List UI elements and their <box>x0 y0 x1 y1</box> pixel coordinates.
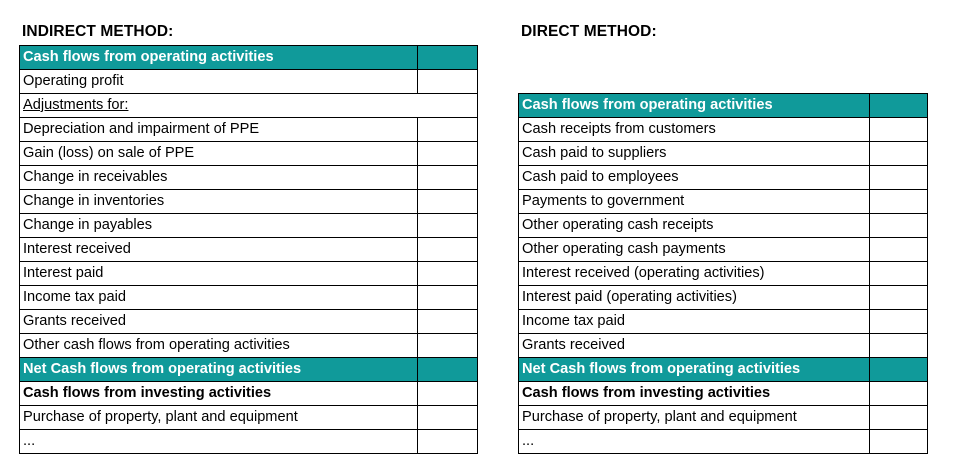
indirect-row-value-cell <box>418 190 478 214</box>
indirect-row-value-cell <box>418 70 478 94</box>
table-row <box>20 430 478 454</box>
direct-row-value-cell <box>870 310 928 334</box>
table-row <box>519 214 928 238</box>
indirect-row-value-cell <box>418 430 478 454</box>
table-row <box>519 118 928 142</box>
direct-row-label: Net Cash flows from operating activities <box>519 358 870 382</box>
table-row <box>519 310 928 334</box>
table-row <box>20 382 478 406</box>
table-row <box>20 46 478 70</box>
table-row <box>20 94 478 118</box>
direct-row-label: Interest received (operating activities) <box>519 262 870 286</box>
table-row <box>519 430 928 454</box>
indirect-row-label: Net Cash flows from operating activities <box>20 358 418 382</box>
direct-row-value-cell <box>870 382 928 406</box>
indirect-row-value-cell <box>418 334 478 358</box>
direct-row-value-cell <box>870 430 928 454</box>
table-row <box>20 334 478 358</box>
table-row <box>20 238 478 262</box>
indirect-row-label: Purchase of property, plant and equipment <box>20 406 418 430</box>
direct-row-value-cell <box>870 406 928 430</box>
direct-row-label: Income tax paid <box>519 310 870 334</box>
table-row <box>20 190 478 214</box>
direct-row-label: Purchase of property, plant and equipment <box>519 406 870 430</box>
indirect-row-label: Interest received <box>20 238 418 262</box>
table-row <box>519 94 928 118</box>
direct-row-value-cell <box>870 286 928 310</box>
indirect-row-label: Change in payables <box>20 214 418 238</box>
indirect-row-label: Grants received <box>20 310 418 334</box>
direct-row-label: Cash paid to employees <box>519 166 870 190</box>
indirect-row-value-cell <box>418 358 478 382</box>
table-row <box>20 166 478 190</box>
indirect-row-label: Other cash flows from operating activities <box>20 334 418 358</box>
table-row <box>519 334 928 358</box>
indirect-row-label: ... <box>20 430 418 454</box>
direct-row-value-cell <box>870 94 928 118</box>
indirect-row-value-cell <box>418 262 478 286</box>
indirect-row-value-cell <box>418 166 478 190</box>
indirect-row-label: Gain (loss) on sale of PPE <box>20 142 418 166</box>
direct-row-value-cell <box>870 334 928 358</box>
table-row <box>20 286 478 310</box>
direct-row-label: Cash receipts from customers <box>519 118 870 142</box>
direct-row-label: Cash flows from investing activities <box>519 382 870 406</box>
table-row <box>519 190 928 214</box>
indirect-row-value-cell <box>418 46 478 70</box>
table-row <box>519 166 928 190</box>
table-row <box>20 142 478 166</box>
direct-row-value-cell <box>870 118 928 142</box>
indirect-row-label: Adjustments for: <box>20 94 478 118</box>
table-row <box>20 214 478 238</box>
indirect-row-label: Interest paid <box>20 262 418 286</box>
table-row <box>519 286 928 310</box>
indirect-row-label: Change in inventories <box>20 190 418 214</box>
direct-row-label: Other operating cash payments <box>519 238 870 262</box>
indirect-row-label: Cash flows from investing activities <box>20 382 418 406</box>
direct-row-label: Interest paid (operating activities) <box>519 286 870 310</box>
indirect-row-label: Depreciation and impairment of PPE <box>20 118 418 142</box>
direct-row-label: Grants received <box>519 334 870 358</box>
direct-row-value-cell <box>870 214 928 238</box>
indirect-row-value-cell <box>418 382 478 406</box>
direct-row-value-cell <box>870 166 928 190</box>
table-row <box>519 382 928 406</box>
table-row <box>20 70 478 94</box>
indirect-row-value-cell <box>418 142 478 166</box>
table-row <box>20 406 478 430</box>
direct-row-label: Cash paid to suppliers <box>519 142 870 166</box>
direct-row-label: ... <box>519 430 870 454</box>
indirect-method-table <box>19 45 478 454</box>
direct-method-table <box>518 93 928 454</box>
direct-row-value-cell <box>870 262 928 286</box>
direct-row-value-cell <box>870 190 928 214</box>
direct-row-value-cell <box>870 238 928 262</box>
direct-row-label: Cash flows from operating activities <box>519 94 870 118</box>
table-row <box>519 238 928 262</box>
table-row <box>20 310 478 334</box>
indirect-row-value-cell <box>418 214 478 238</box>
direct-method-title: DIRECT METHOD: <box>521 23 657 40</box>
indirect-row-value-cell <box>418 238 478 262</box>
indirect-row-value-cell <box>418 118 478 142</box>
table-row <box>519 358 928 382</box>
direct-row-value-cell <box>870 142 928 166</box>
table-row <box>519 406 928 430</box>
table-row <box>20 118 478 142</box>
indirect-row-label: Change in receivables <box>20 166 418 190</box>
indirect-row-label: Operating profit <box>20 70 418 94</box>
indirect-row-value-cell <box>418 310 478 334</box>
indirect-row-value-cell <box>418 406 478 430</box>
direct-row-value-cell <box>870 358 928 382</box>
direct-row-label: Other operating cash receipts <box>519 214 870 238</box>
table-row <box>519 142 928 166</box>
direct-row-label: Payments to government <box>519 190 870 214</box>
indirect-method-title: INDIRECT METHOD: <box>22 23 174 40</box>
indirect-row-label: Income tax paid <box>20 286 418 310</box>
table-row <box>519 262 928 286</box>
indirect-row-label: Cash flows from operating activities <box>20 46 418 70</box>
indirect-row-value-cell <box>418 286 478 310</box>
table-row <box>20 358 478 382</box>
table-row <box>20 262 478 286</box>
